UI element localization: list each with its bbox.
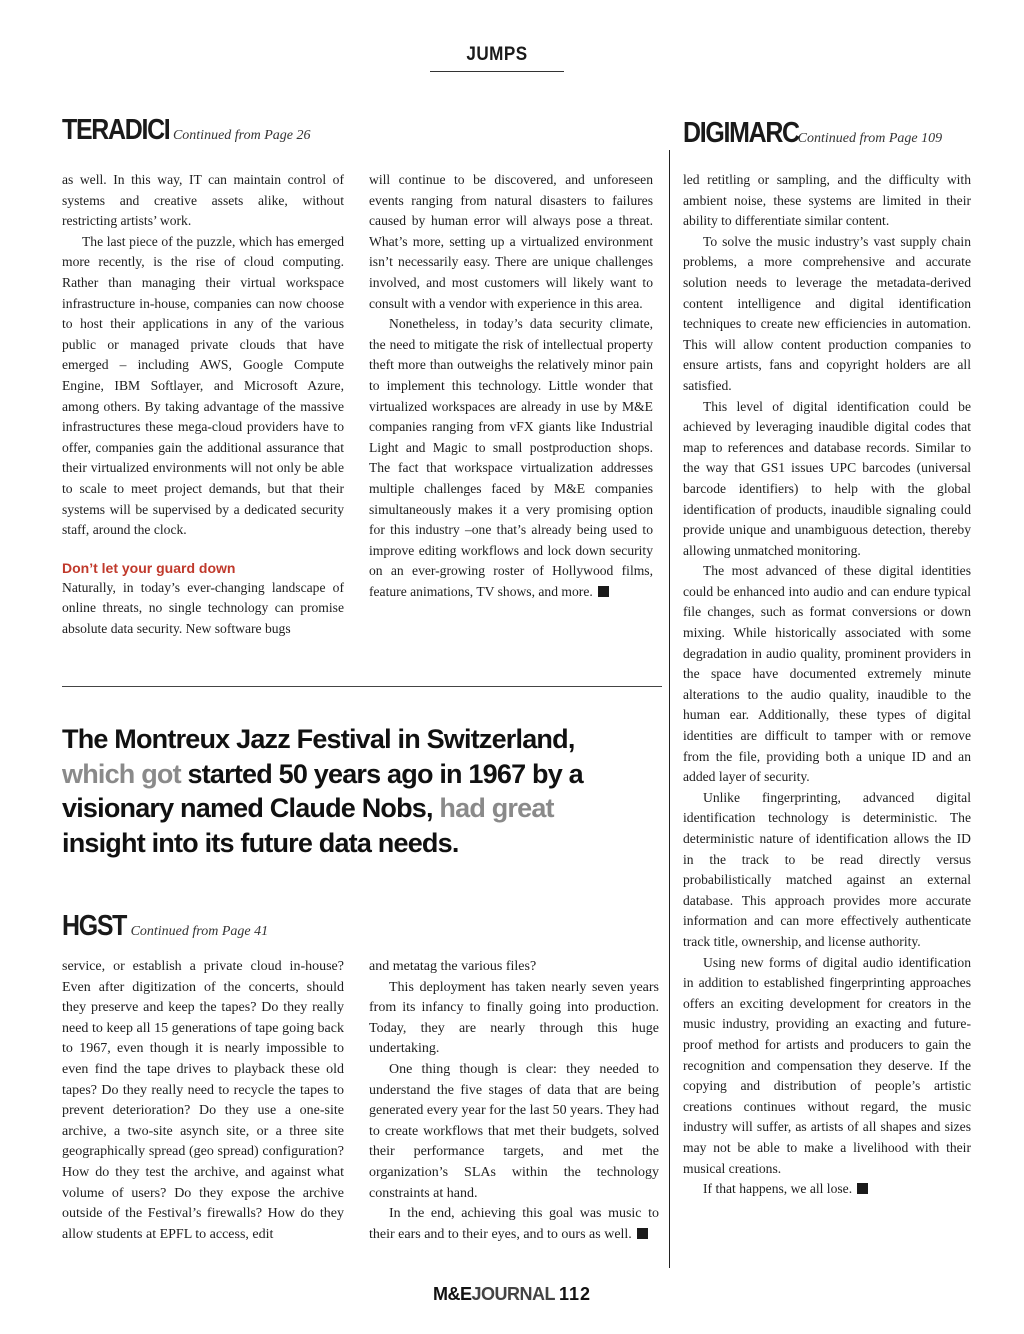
digimarc-kicker — [683, 117, 942, 150]
paragraph: The most advanced of these digital identities could be enhanced into audio and can endure typical file changes, such as format conversions or down mixing. While historically associated with some degradation in audio quality, prominent providers in the space have documented extremely minute alterations to the audio quality, inaudible to the human ear. Additionally, these types of digital identities are difficult to tamper with or remove from the file, providing both a unique ID and an added layer of security. — [683, 563, 971, 785]
paragraph: as well. In this way, IT can maintain control of systems and creative assets alike, without restricting artists’ work. — [62, 172, 344, 229]
hgst-column-2 — [369, 957, 659, 1245]
paragraph: service, or establish a private cloud in-house? Even after digitization of the concerts, should they preserve and keep the tapes? Do they really need to keep all 15 generations of tape going back to 1967, even though it is nearly impossible to even find the tape drives to playback these old tapes? Do they really need to recycle the tapes to prevent deterioration? Do they use a one-site archive, a two-site asynch site, or a three site geographically spread (geo spread) configuration? How do they test the archive, and against what volume of users? Do they expose the archive outside of the Festival’s firewalls? How do they allow students at EPFL to access, edit — [62, 959, 344, 1242]
page-number: 112 — [558, 1284, 592, 1304]
hgst-title: HGST — [62, 910, 127, 942]
paragraph: will continue to be discovered, and unforeseen events ranging from natural disasters to failures caused by human error will always pose a threat. What’s more, setting up a virtualized environment isn’t necessarily easy. There are unique challenges involved, and most customers will likely want to consult with a vendor with experience in this area. — [369, 172, 653, 311]
hgst-kicker — [62, 910, 268, 943]
footer-brand: M&E — [432, 1284, 472, 1304]
pull-quote-text: started 50 years ago in 1967 by a visionary named Claude Nobs, — [62, 758, 583, 823]
page-footer — [0, 1284, 1024, 1305]
teradici-continued: Continued from Page 26 — [172, 128, 311, 143]
paragraph: One thing though is clear: they needed to understand the five stages of data that are being generated every year for the last 50 years. They had to create workflows that met their budgets, solved their performance targets, and met the organization’s SLAs within the technology constraints at hand. — [369, 1061, 659, 1201]
footer-journal: JOURNAL — [471, 1284, 555, 1304]
digimarc-column — [683, 170, 971, 1200]
teradici-subhead: Don’t let your guard down — [62, 559, 236, 576]
pull-quote-text: insight into its future data needs. — [62, 827, 459, 858]
end-mark-icon — [857, 1183, 868, 1194]
paragraph: This deployment has taken nearly seven years from its infancy to finally going into production. Today, they are nearly through this huge undertaking. — [369, 979, 659, 1057]
pull-quote-strike: which got — [62, 758, 181, 789]
paragraph: Naturally, in today’s ever-changing landscape of online threats, no single technology can promise absolute data security. New software bugs — [62, 579, 344, 636]
teradici-title: TERADICI — [62, 114, 170, 146]
digimarc-title: DIGIMARC — [683, 117, 799, 149]
column-divider — [669, 150, 670, 1268]
paragraph: Using new forms of digital audio identification in addition to established fingerprinting approaches offers an exciting development for creators in the music industry, providing an exacting and future-proof method for artists and producers to gain the recognition and compensation they deserve. If the copying and distribution of people’s artistic creations continues without regard, the music industry will suffer, as artists of all shapes and sizes may not be able to make a livelihood with their musical creations. — [683, 954, 971, 1176]
pull-quote — [62, 722, 622, 860]
end-mark-icon — [637, 1228, 648, 1239]
paragraph: led retitling or sampling, and the difficulty with ambient noise, these systems are limited in their ability to differentiate similar content. — [683, 172, 971, 229]
end-mark-icon — [598, 586, 609, 597]
paragraph-text: In the end, achieving this goal was music to their ears and to their eyes, and to ours as well. — [369, 1206, 659, 1242]
paragraph: This level of digital identification could be achieved by leveraging inaudible digital codes that map to references and database records. Similar to the way that GS1 issues UPC barcodes (universal barcode identifiers) to help with the global identification of products, inaudible signaling could provide unique and unambiguous detection, thereby allowing unmatched monitoring. — [683, 398, 971, 558]
teradici-kicker — [62, 114, 310, 147]
paragraph — [369, 314, 653, 602]
teradici-column-1 — [62, 170, 344, 639]
paragraph — [369, 1204, 659, 1245]
paragraph: To solve the music industry’s vast supply chain problems, a more comprehensive and accurate solution needs to leverage the metadata-derived content intelligence and digital identification techniques to create new efficiencies in automation. This will allow content production companies to ensure artists, fans and copyright holders are all satisfied. — [683, 233, 971, 393]
hgst-column-1 — [62, 957, 344, 1245]
paragraph: The last piece of the puzzle, which has emerged more recently, is the rise of cloud computing. Rather than managing their virtual workspace infrastructure in-house, companies can now choose to host their applications in any of the various public or managed private clouds that have emerged – including AWS, Google Compute Engine, IBM Softlayer, and Microsoft Azure, among others. By taking advantage of the massive infrastructures these mega-cloud providers have to offer, companies gain the additional assurance that their virtualized environments will not only be able to scale to meet project demands, but that their systems will be supervised by a dedicated security staff, around the clock. — [62, 233, 344, 538]
pull-quote-strike: had great — [439, 793, 554, 823]
paragraph-text: If that happens, we all lose. — [703, 1181, 853, 1197]
paragraph-text: Nonetheless, in today’s data security climate, the need to mitigate the risk of intellectual property theft more than outweighs the relatively minor pain to implement this technology. Little wonder that virtualized workspaces are already in use by M&E companies ranging from vFX giants like Industrial Light and Magic to small postproduction shops. The fact that workspace virtualization addresses multiple challenges faced by M&E companies simultaneously makes it a very promising option for this industry –one that’s already being used to improve editing workflows and lock down security on an ever-growing roster of Hollywood films, feature animations, TV shows, and more. — [369, 316, 653, 599]
paragraph — [683, 1179, 971, 1200]
paragraph: Unlike fingerprinting, advanced digital identification technology is deterministic. The deterministic nature of identification allows the ID in the track to be read directly versus probabilistically matched against an external database. This approach provides more accurate information and can more effectively authenticate track title, ownership, and license authority. — [683, 789, 971, 949]
teradici-column-2 — [369, 170, 653, 602]
section-header-rule — [430, 71, 564, 72]
digimarc-continued: Continued from Page 109 — [797, 131, 943, 146]
section-header: JUMPS — [466, 44, 528, 65]
paragraph: and metatag the various files? — [369, 959, 537, 974]
hgst-continued: Continued from Page 41 — [130, 924, 269, 939]
section-divider — [62, 686, 662, 687]
pull-quote-text: The Montreux Jazz Festival in Switzerland, — [62, 724, 575, 754]
